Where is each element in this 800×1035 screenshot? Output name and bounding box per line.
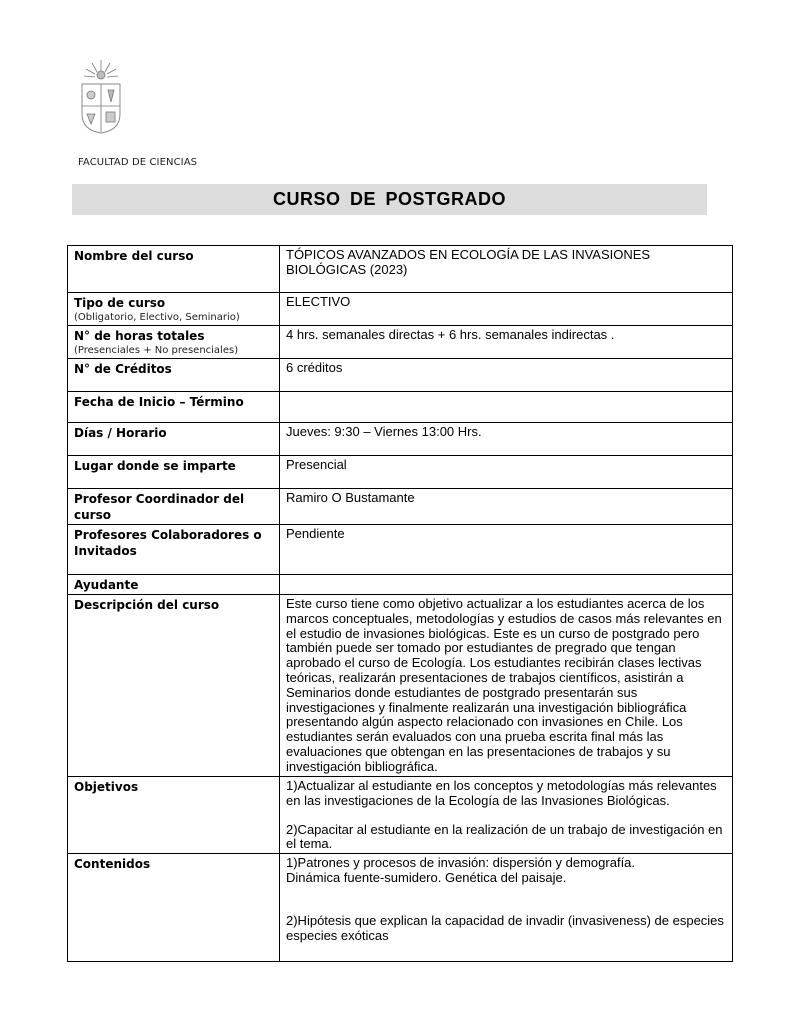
label-coordinador: Profesor Coordinador del curso bbox=[68, 489, 280, 525]
objetivo-item: 2)Capacitar al estudiante en la realización de un trabajo de investigación en el tema. bbox=[286, 821, 723, 852]
row-objetivos bbox=[68, 777, 733, 854]
row-fecha bbox=[68, 392, 733, 423]
row-tipo bbox=[68, 293, 733, 326]
row-coordinador bbox=[68, 489, 733, 525]
value-colaboradores: Pendiente bbox=[280, 525, 733, 575]
label-creditos: N° de Créditos bbox=[68, 359, 280, 392]
label-colaboradores: Profesores Colaboradores o Invitados bbox=[68, 525, 280, 575]
contenido-item: 2)Hipótesis que explican la capacidad de invadir (invasiveness) de especies especies exóticas bbox=[286, 912, 724, 943]
label-horas bbox=[68, 326, 280, 359]
title-bar bbox=[72, 184, 707, 215]
label-tipo-sub: (Obligatorio, Electivo, Seminario) bbox=[74, 312, 240, 323]
value-objetivos bbox=[280, 777, 733, 854]
row-ayudante bbox=[68, 575, 733, 595]
value-contenidos bbox=[280, 854, 733, 962]
objetivo-item: 1)Actualizar al estudiante en los conceptos y metodologías más relevantes en las investigaciones de la Ecología de las Invasiones Biológicas. bbox=[286, 778, 717, 808]
row-lugar bbox=[68, 456, 733, 489]
value-creditos: 6 créditos bbox=[280, 359, 733, 392]
label-tipo bbox=[68, 293, 280, 326]
page-title: CURSO DE POSTGRADO bbox=[272, 189, 507, 209]
contenido-item: 1)Patrones y procesos de invasión: dispersión y demografía. bbox=[286, 855, 636, 871]
value-coordinador: Ramiro O Bustamante bbox=[280, 489, 733, 525]
label-dias: Días / Horario bbox=[68, 423, 280, 456]
value-dias: Jueves: 9:30 – Viernes 13:00 Hrs. bbox=[280, 423, 733, 456]
label-nombre: Nombre del curso bbox=[68, 246, 280, 293]
row-nombre bbox=[68, 246, 733, 293]
label-lugar: Lugar donde se imparte bbox=[68, 456, 280, 489]
faculty-name: FACULTAD DE CIENCIAS bbox=[78, 157, 198, 168]
row-colaboradores bbox=[68, 525, 733, 575]
row-horas bbox=[68, 326, 733, 359]
label-fecha: Fecha de Inicio – Término bbox=[68, 392, 280, 423]
label-contenidos: Contenidos bbox=[68, 854, 280, 962]
label-ayudante: Ayudante bbox=[68, 575, 280, 595]
value-lugar: Presencial bbox=[280, 456, 733, 489]
label-horas-sub: (Presenciales + No presenciales) bbox=[74, 345, 239, 356]
label-tipo-main: Tipo de curso bbox=[74, 296, 166, 310]
row-creditos bbox=[68, 359, 733, 392]
value-descripcion: Este curso tiene como objetivo actualizar a los estudiantes acerca de los marcos conceptuales, metodologías y estudios de casos más relevantes en el estudio de invasiones biológicas. Este es un curso de postgrado pero también puede ser tomado por estudiantes de pregrado que tengan aprobado el curso de Ecología. Los estudiantes recibirán clases lectivas teóricas, realizarán presentaciones de trabajos científicos, asistirán a Seminarios donde estudiantes de postgrado presentarán sus investigaciones y finalmente realizarán una investigación bibliográfica presentando algún aspecto relacionado con invasiones en Chile. Los estudiantes serán evaluados con una prueba escrita final más las evaluaciones que obtengan en las presentaciones de trabajos y su investigación bibliográfica. bbox=[280, 595, 733, 777]
value-fecha bbox=[280, 392, 733, 423]
label-horas-main: N° de horas totales bbox=[74, 329, 205, 343]
label-objetivos: Objetivos bbox=[68, 777, 280, 854]
value-tipo: ELECTIVO bbox=[280, 293, 733, 326]
label-descripcion: Descripción del curso bbox=[68, 595, 280, 777]
row-dias bbox=[68, 423, 733, 456]
value-ayudante bbox=[280, 575, 733, 595]
university-seal-icon bbox=[78, 58, 124, 134]
course-info-table bbox=[67, 245, 733, 962]
row-descripcion bbox=[68, 595, 733, 777]
value-nombre: TÓPICOS AVANZADOS EN ECOLOGÍA DE LAS INVASIONES BIOLÓGICAS (2023) bbox=[280, 246, 733, 293]
value-horas: 4 hrs. semanales directas + 6 hrs. semanales indirectas . bbox=[280, 326, 733, 359]
row-contenidos bbox=[68, 854, 733, 962]
contenido-item: Dinámica fuente-sumidero. Genética del paisaje. bbox=[286, 869, 567, 885]
